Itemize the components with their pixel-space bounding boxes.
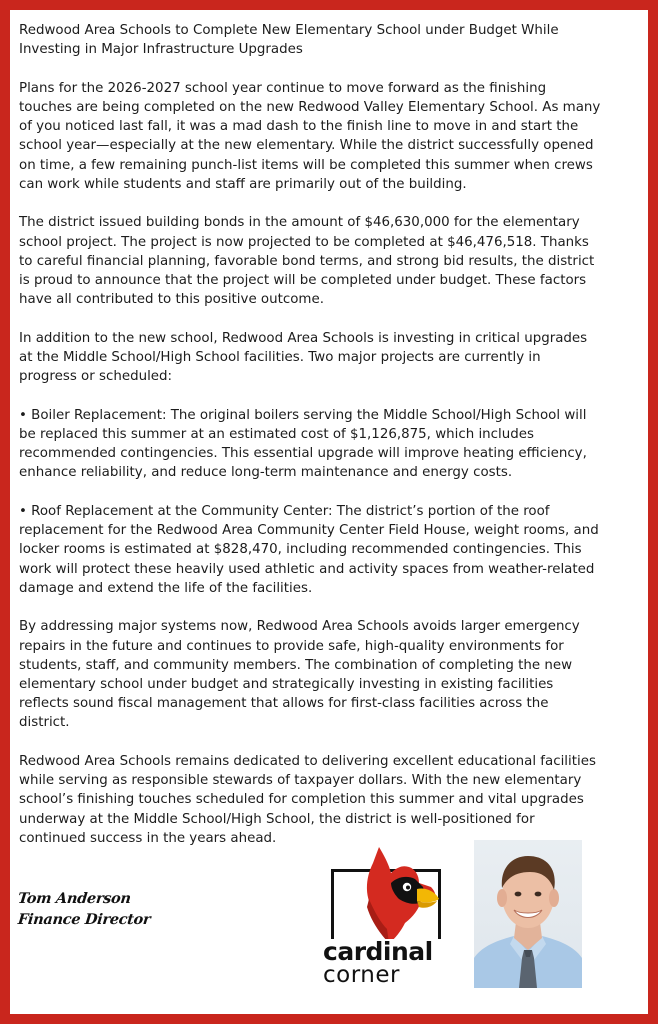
article-title: Redwood Area Schools to Complete New Elementary School under Budget While Investing in Major Infrastructure Upgrades [19, 23, 559, 58]
article-paragraph: Redwood Area Schools remains dedicated to delivering excellent educational facilities while serving as responsible stewards of taxpayer dollars. With the new elementary school’s finishing touches scheduled for completion this summer and vital upgrades underway at the Middle School/High School, the district is well-positioned for continued success in the years ahead. [19, 754, 596, 846]
portrait-image [474, 840, 582, 988]
article-paragraph: Plans for the 2026-2027 school year continue to move forward as the finishing touches are being completed on the new Redwood Valley Elementary School. As many of you noticed last fall, it was a mad dash to the finish line to move in and start the school year—especially at the new elementary. While the district successfully opened on time, a few remaining punch-list items will be completed this summer when crews can work while students and staff are primarily out of the building. [19, 80, 601, 192]
logo-line-cardinal: cardinal [323, 937, 433, 966]
article-paragraph: By addressing major systems now, Redwood Area Schools avoids larger emergency repairs in the future and continues to provide safe, high-quality environments for students, staff, and community members. The combination of completing the new elementary school under budget and strategically investing in existing facilities reflects sound fiscal management that allows for first-class facilities across the district. [19, 619, 580, 731]
bullet-roof-replacement: • Roof Replacement at the Community Center: The district’s portion of the roof replacement for the Redwood Area Community Center Field House, weight rooms, and locker rooms is estimated at $828,470, including recommended contingencies. This work will protect these heavily used athletic and activity spaces from weather-related damage and extend the life of the facilities. [19, 504, 599, 596]
article-body [19, 21, 601, 867]
cardinal-bird-icon [345, 843, 441, 945]
signature-name: Tom Anderson [17, 890, 132, 907]
signature-block [18, 888, 150, 930]
bullet-boiler-replacement: • Boiler Replacement: The original boilers serving the Middle School/High School will be replaced this summer at an estimated cost of $1,126,875, which includes recommended contingencies. This essential upgrade will improve heating efficiency, enhance reliability, and reduce long-term maintenance and energy costs. [19, 407, 587, 481]
signature-role: Finance Director [17, 911, 152, 928]
article-paragraph: The district issued building bonds in the amount of $46,630,000 for the elementary school project. The project is now projected to be completed at $46,476,518. Thanks to careful financial planning, favorable bond terms, and strong bid results, the district is proud to announce that the project will be completed under budget. These factors have all contributed to this positive outcome. [19, 215, 595, 308]
logo-wordmark [323, 939, 453, 987]
article-paragraph: In addition to the new school, Redwood Area Schools is investing in critical upgrades at the Middle School/High School facilities. Two major projects are currently in progress or scheduled: [19, 330, 588, 385]
portrait-photo [474, 840, 582, 988]
cardinal-corner-logo [323, 843, 453, 991]
logo-line-corner: corner [323, 962, 400, 988]
